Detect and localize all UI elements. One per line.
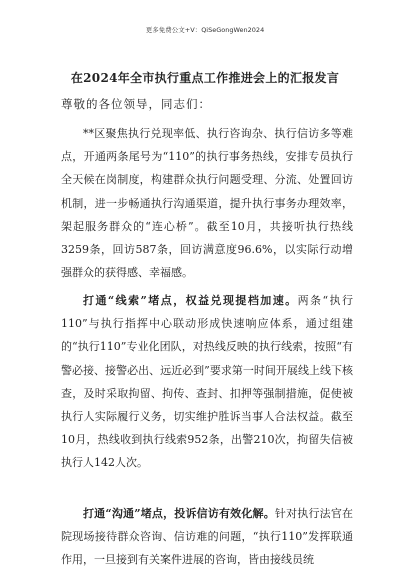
salutation: 尊敬的各位领导，同志们： [61, 97, 211, 111]
paragraph-2 [61, 289, 353, 475]
paragraph-3 [61, 502, 353, 572]
paragraph-2-lead: 打通“线索”堵点，权益兑现提档加速。 [83, 294, 298, 307]
paragraph-1-text: **区聚焦执行兑现率低、执行咨询杂、执行信访多等难点，开通两条尾号为“110”的执行事务热线，安排专员执行全天候在岗制度，构建群众执行问题受理、分流、处置回访机制，进一步畅通执行沟通渠道，提升执行事务办理效率，架起服务群众的“连心桥”。截至10月，共接听执行热线3259条，回访587条，回访满意度96.6%，以实际行动增强群众的获得感、幸福感。 [61, 127, 353, 280]
document-title: 在2024年全市执行重点工作推进会上的汇报发言 [70, 71, 340, 85]
paragraph-1 [61, 122, 353, 284]
page-header-note: 更多免费公文+V：QiSeGongWen2024 [145, 26, 265, 34]
paragraph-3-lead: 打通“沟通”堵点，投诉信访有效化解。 [83, 507, 275, 520]
paragraph-3-text: 针对执行法官在院现场接待群众咨询、信访难的问题，“执行110”发挥联通作用，一旦接到有关案件进展的咨询，皆由接线员统 [61, 507, 354, 567]
paragraph-2-text: 两条“执行110”与执行指挥中心联动形成快速响应体系，通过组建的“执行110”专业化团队，对热线反映的执行线索，按照“有警必接、接警必出、远近必到”要求第一时间开展线上线下核查，及时采取拘留、拘传、查封、扣押等强制措施，促使被执行人实际履行义务，切实维护胜诉当事人合法权益。截至10月，热线收到执行线索952条，出警210次，拘留失信被执行人142人次。 [61, 294, 353, 470]
